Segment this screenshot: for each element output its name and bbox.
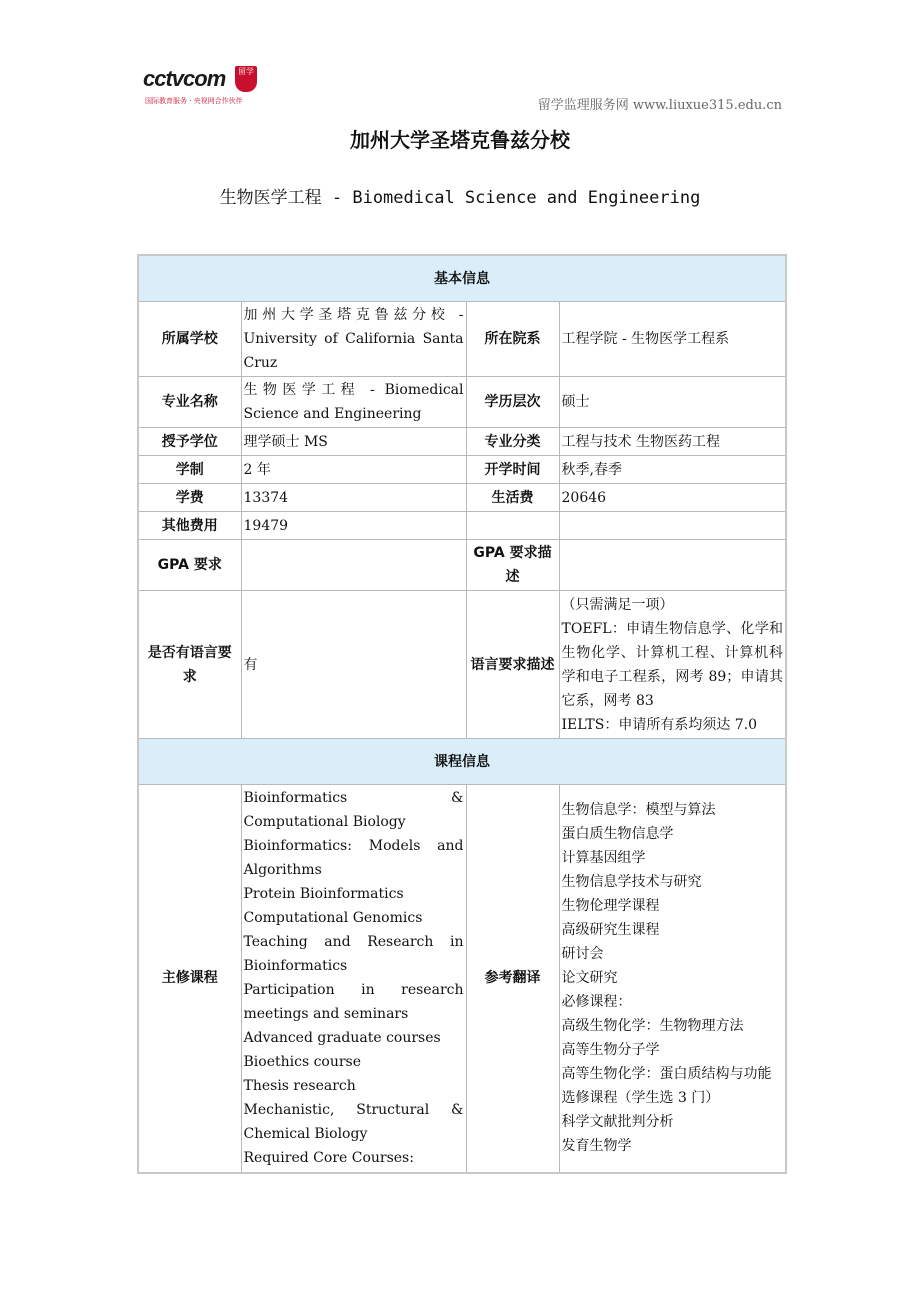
- logo-subtitle: 国际教育服务 · 央视网合作伙伴: [145, 97, 243, 105]
- gpa-label: GPA 要求: [138, 540, 241, 591]
- course-item: Required Core Courses:: [243, 1150, 414, 1167]
- page-subtitle: 生物医学工程 - Biomedical Science and Engineering: [219, 188, 701, 208]
- site-line: 留学监理服务网 www.liuxue315.edu.cn: [537, 98, 782, 113]
- translation-item: 科学文献批判分析: [561, 1114, 674, 1131]
- translation-item: 生物信息学技术与研究: [561, 874, 702, 891]
- course-item: Advanced graduate courses: [243, 1030, 441, 1047]
- translation-item: 蛋白质生物信息学: [561, 826, 674, 843]
- translation-list: [559, 785, 786, 1173]
- major-courses-label: 主修课程: [138, 785, 241, 1173]
- gpa-desc-label: GPA 要求描述: [466, 540, 559, 591]
- cctv-logo: [143, 66, 268, 110]
- translation-item: 论文研究: [561, 970, 618, 987]
- translation-item: 生物伦理学课程: [561, 898, 660, 915]
- logo-badge: 留学: [235, 66, 257, 92]
- language-desc-line: IELTS：申请所有系均须达 7.0: [561, 716, 758, 733]
- major-courses-list: [241, 785, 466, 1173]
- course-item: Participation in research meetings and seminars: [243, 982, 464, 1023]
- page-header: [0, 0, 920, 120]
- translation-item: 高等生物分子学: [561, 1042, 660, 1059]
- course-item: Thesis research: [243, 1078, 356, 1095]
- gpa-desc-value: [559, 540, 786, 591]
- category-label: 专业分类: [466, 428, 559, 456]
- language-desc-line: TOEFL：申请生物信息学、化学和生物化学、计算机工程、计算机科学和电子工程系，网考 89；申请其它系，网考 83: [561, 620, 783, 709]
- dept-label: 所在院系: [466, 302, 559, 377]
- living-value: 20646: [559, 484, 786, 512]
- course-item: Computational Genomics: [243, 910, 423, 927]
- translation-item: 研讨会: [561, 946, 604, 963]
- translation-item: 高等生物化学：蛋白质结构与功能: [561, 1066, 772, 1083]
- empty-cell: [466, 512, 559, 540]
- course-item: Bioethics course: [243, 1054, 362, 1071]
- start-value: 秋季,春季: [559, 456, 786, 484]
- translation-item: 选修课程（学生选 3 门）: [561, 1090, 720, 1107]
- degree-label: 授予学位: [138, 428, 241, 456]
- degree-value: 理学硕士 MS: [241, 428, 466, 456]
- translation-item: 高级生物化学：生物物理方法: [561, 1018, 744, 1035]
- other-fee-label: 其他费用: [138, 512, 241, 540]
- duration-label: 学制: [138, 456, 241, 484]
- major-value: 生物医学工程 - Biomedical Science and Engineering: [241, 377, 466, 428]
- tuition-label: 学费: [138, 484, 241, 512]
- course-item: Protein Bioinformatics: [243, 886, 404, 903]
- course-item: Bioinformatics: Models and Algorithms: [243, 838, 464, 879]
- empty-cell: [559, 512, 786, 540]
- other-fee-value: 19479: [241, 512, 466, 540]
- living-label: 生活费: [466, 484, 559, 512]
- major-label: 专业名称: [138, 377, 241, 428]
- category-value: 工程与技术 生物医药工程: [559, 428, 786, 456]
- language-desc-line: （只需满足一项）: [561, 596, 674, 613]
- course-item: Mechanistic, Structural & Chemical Biology: [243, 1102, 464, 1143]
- course-item: Teaching and Research in Bioinformatics: [243, 934, 464, 975]
- translation-item: 发育生物学: [561, 1138, 632, 1155]
- translation-item: 生物信息学：模型与算法: [561, 802, 716, 819]
- tuition-value: 13374: [241, 484, 466, 512]
- program-info-table: [137, 254, 787, 1174]
- school-value: 加州大学圣塔克鲁兹分校 - University of California Santa Cruz: [241, 302, 466, 377]
- level-value: 硕士: [559, 377, 786, 428]
- duration-value: 2 年: [241, 456, 466, 484]
- translation-label: 参考翻译: [466, 785, 559, 1173]
- gpa-value: [241, 540, 466, 591]
- course-item: Bioinformatics & Computational Biology: [243, 790, 464, 831]
- page-title: 加州大学圣塔克鲁兹分校: [350, 128, 570, 152]
- language-desc-value: [559, 591, 786, 739]
- language-value: 有: [241, 591, 466, 739]
- translation-item: 高级研究生课程: [561, 922, 660, 939]
- logo-text: cctvcom: [143, 66, 226, 91]
- start-label: 开学时间: [466, 456, 559, 484]
- basic-info-heading: 基本信息: [138, 255, 786, 302]
- level-label: 学历层次: [466, 377, 559, 428]
- course-info-heading: 课程信息: [138, 739, 786, 785]
- school-label: 所属学校: [138, 302, 241, 377]
- language-label: 是否有语言要求: [138, 591, 241, 739]
- language-desc-label: 语言要求描述: [466, 591, 559, 739]
- translation-item: 必修课程：: [561, 994, 632, 1011]
- dept-value: 工程学院 - 生物医学工程系: [559, 302, 786, 377]
- translation-item: 计算基因组学: [561, 850, 646, 867]
